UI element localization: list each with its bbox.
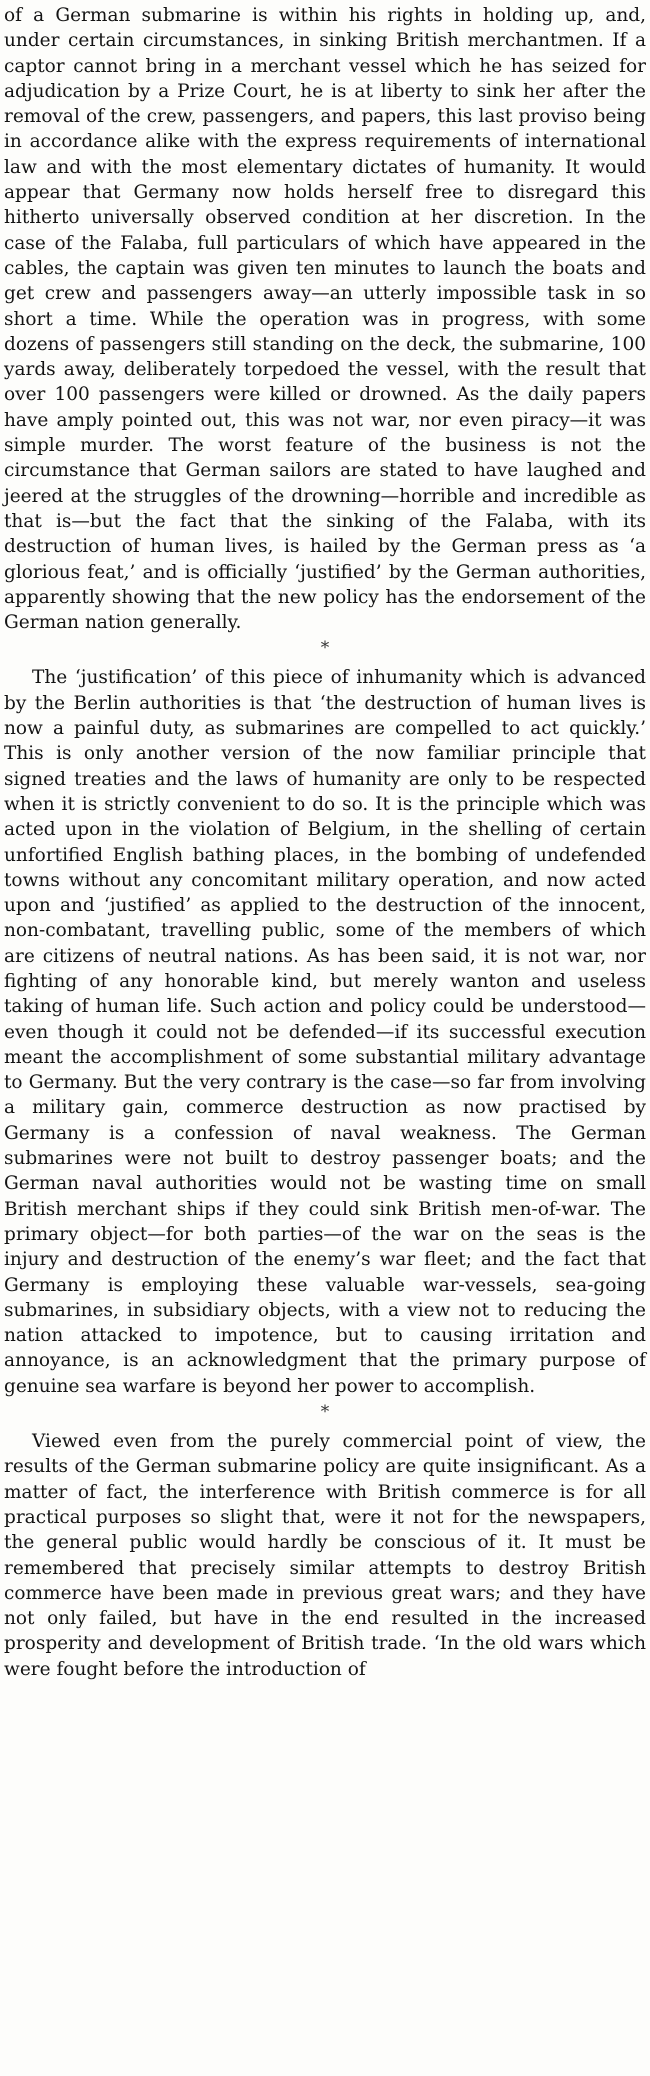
article-column bbox=[4, 3, 646, 1682]
section-divider-asterisk: * bbox=[320, 638, 330, 659]
paragraph-commercial-view: Viewed even from the purely commercial point of view, the results of the German submarine policy are quite insignificant. As a matter of fact, the interference with British commerce is for all practical purposes so slight that, were it not for the newspapers, the general public would hardly be conscious of it. It must be remembered that precisely similar attempts to destroy British commerce have been made in previous great wars; and they have not only failed, but have in the end resulted in the increased prosperity and development of British trade. ‘In the old wars which were fought before the introduction of bbox=[4, 1431, 646, 1680]
paragraph-justification: The ‘justification’ of this piece of inhumanity which is advanced by the Berlin authorities is that ‘the destruction of human lives is now a painful duty, as submarines are compelled to act quickly.’ This is only another version of the now familiar principle that signed treaties and the laws of humanity are only to be respected when it is strictly convenient to do so. It is the principle which was acted upon in the violation of Belgium, in the shelling of certain unfortified English bathing places, in the bombing of undefended towns without any concomitant military operation, and now acted upon and ‘justified’ as applied to the destruction of the innocent, non-combatant, travelling public, some of the members of which are citizens of neutral nations. As has been said, it is not war, nor fighting of any honorable kind, but merely wanton and useless taking of human life. Such action and policy could be understood—even though it could not be defended—if its successful execution meant the accomplishment of some substantial military advantage to Germany. But the very contrary is the case—so far from involving a military gain, commerce destruction as now practised by Germany is a confession of naval weakness. The German submarines were not built to destroy passenger boats; and the German naval authorities would not be wasting time on small British merchant ships if they could sink British men-of-war. The primary object—for both parties—of the war on the seas is the injury and destruction of the enemy’s war fleet; and the fact that Germany is employing these valuable war-vessels, sea-going submarines, in subsidiary objects, with a view not to reducing the nation attacked to impotence, but to causing irritation and annoyance, is an acknowledgment that the primary purpose of genuine sea warfare is beyond her power to accomplish. bbox=[4, 667, 646, 1397]
paragraph-falaba-sinking: of a German submarine is within his rights in holding up, and, under certain circumstances, in sinking British merchantmen. If a captor cannot bring in a merchant vessel which he has seized for adjudication by a Prize Court, he is at liberty to sink her after the removal of the crew, passengers, and papers, this last proviso being in accordance alike with the express requirements of international law and with the most elementary dictates of humanity. It would appear that Germany now holds herself free to disregard this hitherto universally observed condition at her discretion. In the case of the Falaba, full particulars of which have appeared in the cables, the captain was given ten minutes to launch the boats and get crew and passengers away—an utterly impossible task in so short a time. While the operation was in progress, with some dozens of passengers still standing on the deck, the submarine, 100 yards away, deliberately torpedoed the vessel, with the result that over 100 passengers were killed or drowned. As the daily papers have amply pointed out, this was not war, nor even piracy—it was simple murder. The worst feature of the business is not the circumstance that German sailors are stated to have laughed and jeered at the struggles of the drowning—horrible and incredible as that is—but the fact that the sinking of the Falaba, with its destruction of human lives, is hailed by the German press as ‘a glorious feat,’ and is officially ‘justified’ by the German authorities, apparently showing that the new policy has the endorsement of the German nation generally. bbox=[4, 5, 646, 634]
section-divider-asterisk: * bbox=[320, 1402, 330, 1423]
